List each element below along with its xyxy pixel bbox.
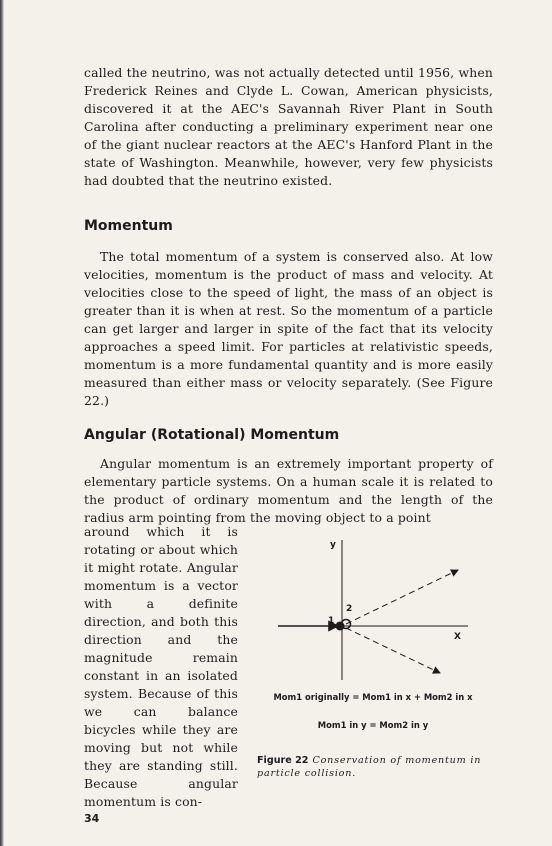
equation-y-momentum: Mom1 in y = Mom2 in y [317,720,429,730]
intro-paragraph: called the neutrino, was not actually detected until 1956, when Frederick Reines and Clyde L. Cowan, American physicists, discovered it at the AEC's Savannah River Plant in South Carolina after conducting a preliminary experiment near one of the giant nuclear reactors at the AEC's Hanford Plant in the state of Washington. Meanwhile, however, very few physicists had doubted that the neutrino existed. [84,65,493,188]
figure-caption-text: Conservation of momentum in particle collision. [257,755,482,779]
y-axis-label: y [330,540,336,550]
particle-2-path [346,628,440,673]
particle-1-label: 1 [328,616,335,626]
figure-caption [257,754,497,780]
page-number: 34 [84,812,100,825]
figure-number: Figure 22 [257,755,309,766]
equation-x-momentum: Mom1 originally = Mom1 in x + Mom2 in x [273,692,473,702]
figure-22 [248,530,498,810]
particle-1 [336,622,345,631]
angular-paragraph-full-width: Angular momentum is an extremely important property of elementary particle systems. On a human scale it is related to the product of ordinary momentum and the length of the radius arm pointing from the moving object to a point [84,456,493,525]
angular-paragraph-wrapped: around which it is rotating or about which it might rotate. Angular momentum is a vector with a definite direction, and both this direction and the magnitude remain constant in an isolated system. Because of this we can balance bicycles while they are moving but not while they are standing still. Because angular momentum is con- [84,524,238,809]
particle-1-path [346,570,458,624]
x-axis-label: X [454,632,461,642]
momentum-paragraph: The total momentum of a system is conserved also. At low velocities, momentum is the product of mass and velocity. At velocities close to the speed of light, the mass of an object is greater than it is when at rest. So the momentum of a particle can get larger and larger in spite of the fact that its velocity approaches a speed limit. For particles at relativistic speeds, momentum is a more fundamental quantity and is more easily measured than either mass or velocity separately. (See Figure 22.) [84,249,493,408]
heading-angular-momentum: Angular (Rotational) Momentum [84,427,340,443]
book-binding-edge [0,0,4,846]
heading-momentum: Momentum [84,218,173,234]
particle-2-label: 2 [346,604,353,614]
